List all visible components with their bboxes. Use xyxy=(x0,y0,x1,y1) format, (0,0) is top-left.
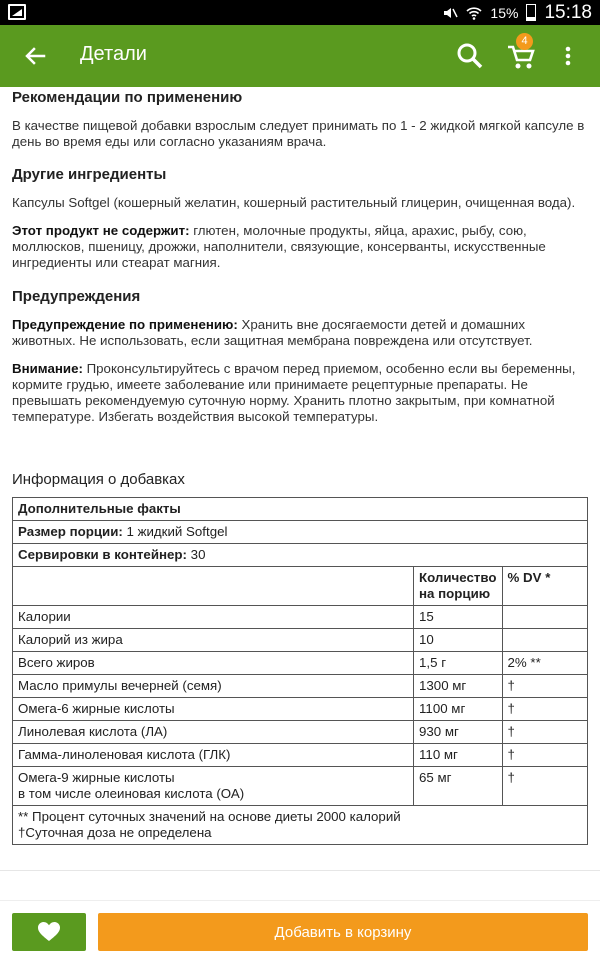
gallery-notification-icon xyxy=(8,4,26,20)
nutrient-amount: 1,5 г xyxy=(414,652,503,675)
product-details xyxy=(12,87,592,425)
table-row xyxy=(13,721,588,744)
status-bar xyxy=(0,0,600,25)
nutrient-amount: 1300 мг xyxy=(414,675,503,698)
nutrient-dv: 2% ** xyxy=(502,652,587,675)
nutrient-name: Масло примулы вечерней (семя) xyxy=(13,675,414,698)
table-row xyxy=(13,498,588,521)
nutrient-dv xyxy=(502,629,587,652)
nutrient-name: Гамма-линоленовая кислота (ГЛК) xyxy=(13,744,414,767)
nutrient-dv xyxy=(502,606,587,629)
usage-warning-label: Предупреждение по применению: xyxy=(12,317,238,332)
table-row xyxy=(13,744,588,767)
warnings-heading: Предупреждения xyxy=(12,288,141,305)
nutrient-dv: † xyxy=(502,744,587,767)
free-of-text: глютен, молочные продукты, яйца, арахис, рыбу, сою, моллюсков, пшеницу, дрожжи, наполнители, связующие, консерванты, искусственные ингредиенты или стеарат магния. xyxy=(12,223,546,270)
table-row xyxy=(13,652,588,675)
usage-text: В качестве пищевой добавки взрослым следует принимать по 1 - 2 жидкой мягкой капсуле в день во время еды или согласно указаниям врача. xyxy=(12,118,585,149)
battery-icon xyxy=(526,4,536,21)
table-row xyxy=(13,629,588,652)
nutrient-amount: 1100 мг xyxy=(414,698,503,721)
table-row xyxy=(13,675,588,698)
cart-count-badge: 4 xyxy=(516,33,533,50)
usage-warning-text: Хранить вне досягаемости детей и домашних животных. Не использовать, если защитная мембрана повреждена или отсутствует. xyxy=(12,317,533,348)
table-row xyxy=(13,698,588,721)
nutrient-name: Омега-9 жирные кислоты в том числе олеиновая кислота (ОА) xyxy=(13,767,414,806)
more-vert-icon[interactable] xyxy=(558,41,578,71)
column-header-amount: Количество на порцию xyxy=(414,567,503,606)
back-arrow-icon[interactable] xyxy=(20,42,50,70)
nutrient-amount: 10 xyxy=(414,629,503,652)
nutrient-name: Калории xyxy=(13,606,414,629)
table-row xyxy=(13,767,588,806)
other-ingredients-text: Капсулы Softgel (кошерный желатин, кошерный растительный глицерин, очищенная вода). xyxy=(12,195,576,210)
nutrient-dv: † xyxy=(502,721,587,744)
nutrient-name: Калорий из жира xyxy=(13,629,414,652)
clock: 15:18 xyxy=(544,1,592,23)
facts-header: Дополнительные факты xyxy=(13,498,588,521)
servings-per-container: Сервировки в контейнер: 30 xyxy=(13,544,588,567)
nutrient-dv: † xyxy=(502,698,587,721)
nutrient-amount: 15 xyxy=(414,606,503,629)
table-row xyxy=(13,806,588,845)
search-icon[interactable] xyxy=(455,41,485,71)
nutrient-name: Омега-6 жирные кислоты xyxy=(13,698,414,721)
nutrient-amount: 930 мг xyxy=(414,721,503,744)
nutrient-name: Линолевая кислота (ЛА) xyxy=(13,721,414,744)
app-bar xyxy=(0,25,600,87)
attention-text: Проконсультируйтесь с врачом перед приемом, особенно если вы беременны, кормите грудью, имеете заболевание или принимаете рецептурные препараты. Не превышать рекомендуемую суточную норму. Хранить плотно закрытым, при комнатной температуре. Избегать воздействия высокой температуры. xyxy=(12,361,576,424)
page-title: Детали xyxy=(80,43,147,65)
battery-percent: 15% xyxy=(490,4,519,21)
table-row xyxy=(13,606,588,629)
mute-icon xyxy=(442,5,458,21)
table-row xyxy=(13,521,588,544)
table-row xyxy=(13,544,588,567)
supplement-info-title: Информация о добавках xyxy=(12,471,185,488)
attention-label: Внимание: xyxy=(12,361,83,376)
supplement-facts-table xyxy=(12,497,588,845)
usage-heading: Рекомендации по применению xyxy=(12,89,243,106)
nutrient-dv: † xyxy=(502,767,587,806)
free-of-label: Этот продукт не содержит: xyxy=(12,223,190,238)
other-ingredients-heading: Другие ингредиенты xyxy=(12,166,167,183)
nutrient-amount: 65 мг xyxy=(414,767,503,806)
heart-icon xyxy=(38,922,60,942)
column-header-dv: % DV * xyxy=(502,567,587,606)
favorite-button[interactable] xyxy=(12,913,86,951)
divider xyxy=(0,870,600,871)
status-indicators xyxy=(442,0,592,25)
nutrient-amount: 110 мг xyxy=(414,744,503,767)
attention-warning xyxy=(12,361,592,425)
usage-warning xyxy=(12,317,592,349)
serving-size: Размер порции: 1 жидкий Softgel xyxy=(13,521,588,544)
column-header-name xyxy=(13,567,414,606)
wifi-icon xyxy=(466,5,482,21)
free-of-statement xyxy=(12,223,592,271)
add-to-cart-button[interactable]: Добавить в корзину xyxy=(98,913,588,951)
nutrient-dv: † xyxy=(502,675,587,698)
nutrient-name: Всего жиров xyxy=(13,652,414,675)
table-header-row xyxy=(13,567,588,606)
footnotes: ** Процент суточных значений на основе диеты 2000 калорий †Суточная доза не определена xyxy=(13,806,588,845)
